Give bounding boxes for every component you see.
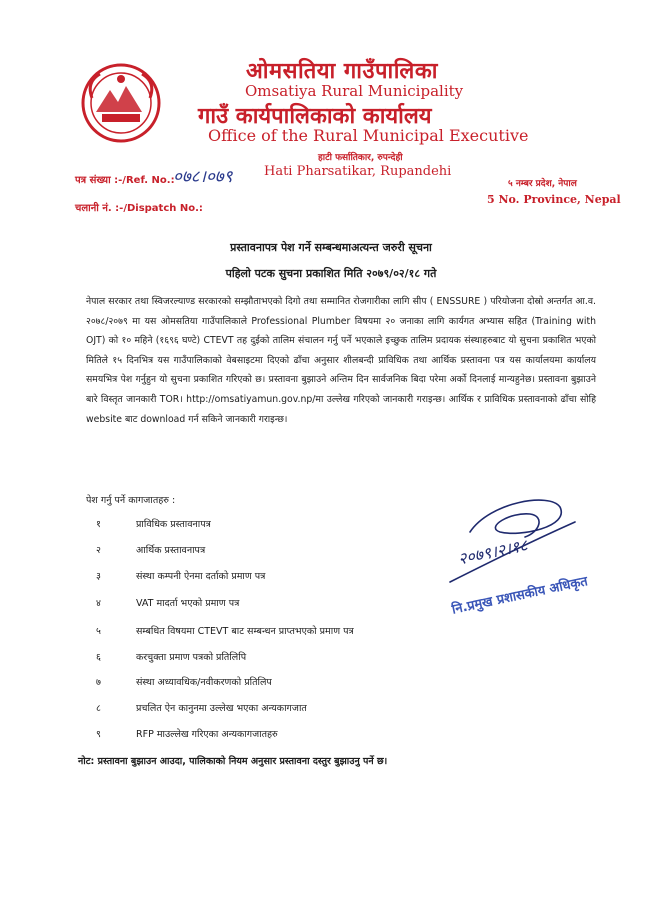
province-nepali: ५ नम्बर प्रदेश, नेपाल bbox=[508, 179, 577, 189]
list-item: ९ RFP माउल्लेख गरिएका अन्यकागजातहरु bbox=[96, 729, 278, 740]
footer-note: नोट: प्रस्तावना बुझाउन आउदा, पालिकाको नियम अनुसार प्रस्तावना दस्तुर बुझाउनु पर्ने छ। bbox=[78, 756, 388, 767]
list-item: २ आर्थिक प्रस्तावनापत्र bbox=[96, 545, 206, 556]
municipality-emblem-icon bbox=[80, 62, 162, 144]
documents-heading: पेश गर्नु पर्ने कागजातहरु : bbox=[86, 495, 176, 506]
official-stamp: नि.प्रमुख प्रशासकीय अधिकृत bbox=[450, 574, 590, 618]
province-english: 5 No. Province, Nepal bbox=[487, 193, 621, 206]
list-item: ५ सम्बधित विषयमा CTEVT बाट सम्बन्धन प्राप्तभएको प्रमाण पत्र bbox=[96, 626, 354, 637]
municipality-name-english: Omsatiya Rural Municipality bbox=[245, 82, 464, 100]
list-item: १ प्राविधिक प्रस्तावनापत्र bbox=[96, 519, 211, 530]
office-name-english: Office of the Rural Municipal Executive bbox=[208, 126, 529, 145]
municipality-name-nepali: ओमसतिया गाउँपालिका bbox=[246, 59, 438, 84]
list-item: ८ प्रचलित ऐन कानुनमा उल्लेख भएका अन्यकागजात bbox=[96, 703, 307, 714]
notice-subject: प्रस्तावनापत्र पेश गर्ने सम्बन्धमाअत्यन्त जरुरी सूचना bbox=[230, 241, 432, 254]
office-name-nepali: गाउँ कार्यपालिकाको कार्यालय bbox=[198, 104, 432, 129]
dispatch-number-label: चलानी नं. :-/Dispatch No.: bbox=[75, 203, 203, 214]
signature-date: २०७९।२।१८ bbox=[456, 535, 530, 569]
address-english: Hati Pharsatikar, Rupandehi bbox=[264, 164, 452, 179]
list-item: ४ VAT मादर्ता भएको प्रमाण पत्र bbox=[96, 598, 240, 609]
list-item: ६ करचुक्ता प्रमाण पत्रको प्रतिलिपि bbox=[96, 652, 247, 663]
notice-publish-date: पहिलो पटक सुचना प्रकाशित मिति २०७९/०२/१८ गते bbox=[225, 267, 437, 280]
notice-body: नेपाल सरकार तथा स्विजरल्याण्ड सरकारको सम्झौताभएको दिगो तथा सम्मानित रोजगारीका लागि सीप ( ENSSURE ) परियोजना दोस्रो अन्तर्गत आ.व. २०७८/२०७९ मा यस ओमसतिया गाउँपालिकाले Professional Plumber विषयमा २० जनाका लागि कार्यगत अभ्यास सहित (Training with OJT) को १० महिने (१६९६ घण्टे) CTEVT तह दुईको तालिम संचालन गर्नु पर्ने भएकाले इच्छुक तालिम प्रदायक संस्थाहरुबाट यो सुचना प्रकाशित भएको मितिले १५ दिनभित्र यस गाउँपालिकाको वेबसाइटमा दिएको ढाँचा अनुसार शीलबन्दी प्राविधिक तथा आर्थिक प्रस्तावना पत्र यस कार्यालयमा कार्यालय समयभित्र पेश गर्नुहुन यो सुचना प्रकाशित गरिएको छ। प्रस्तावना बुझाउने अन्तिम दिन सार्वजनिक बिदा परेमा अर्को दिनलाई मान्यहुनेछ। प्रस्तावना बुझाउने बारे विस्तृत जानकारी TOR। http://omsatiyamun.gov.np/मा उल्लेख गरिएको जानकारी गराइन्छ। आर्थिक र प्राविधिक प्रस्तावनाको ढाँचा सोहि website बाट download गर्न सकिने जानकारी गराइन्छ। bbox=[86, 296, 596, 425]
ref-number-label: पत्र संख्या :-/Ref. No.: bbox=[75, 175, 175, 186]
address-nepali: हाटी फर्सातिकार, रुपन्देही bbox=[318, 153, 403, 163]
ref-number-value: ०७८।०७९ bbox=[173, 167, 233, 187]
list-item: ७ संस्था अध्यावधिक/नवीकरणको प्रतिलिप bbox=[96, 677, 272, 688]
list-item: ३ संस्था कम्पनी ऐनमा दर्ताको प्रमाण पत्र bbox=[96, 571, 266, 582]
